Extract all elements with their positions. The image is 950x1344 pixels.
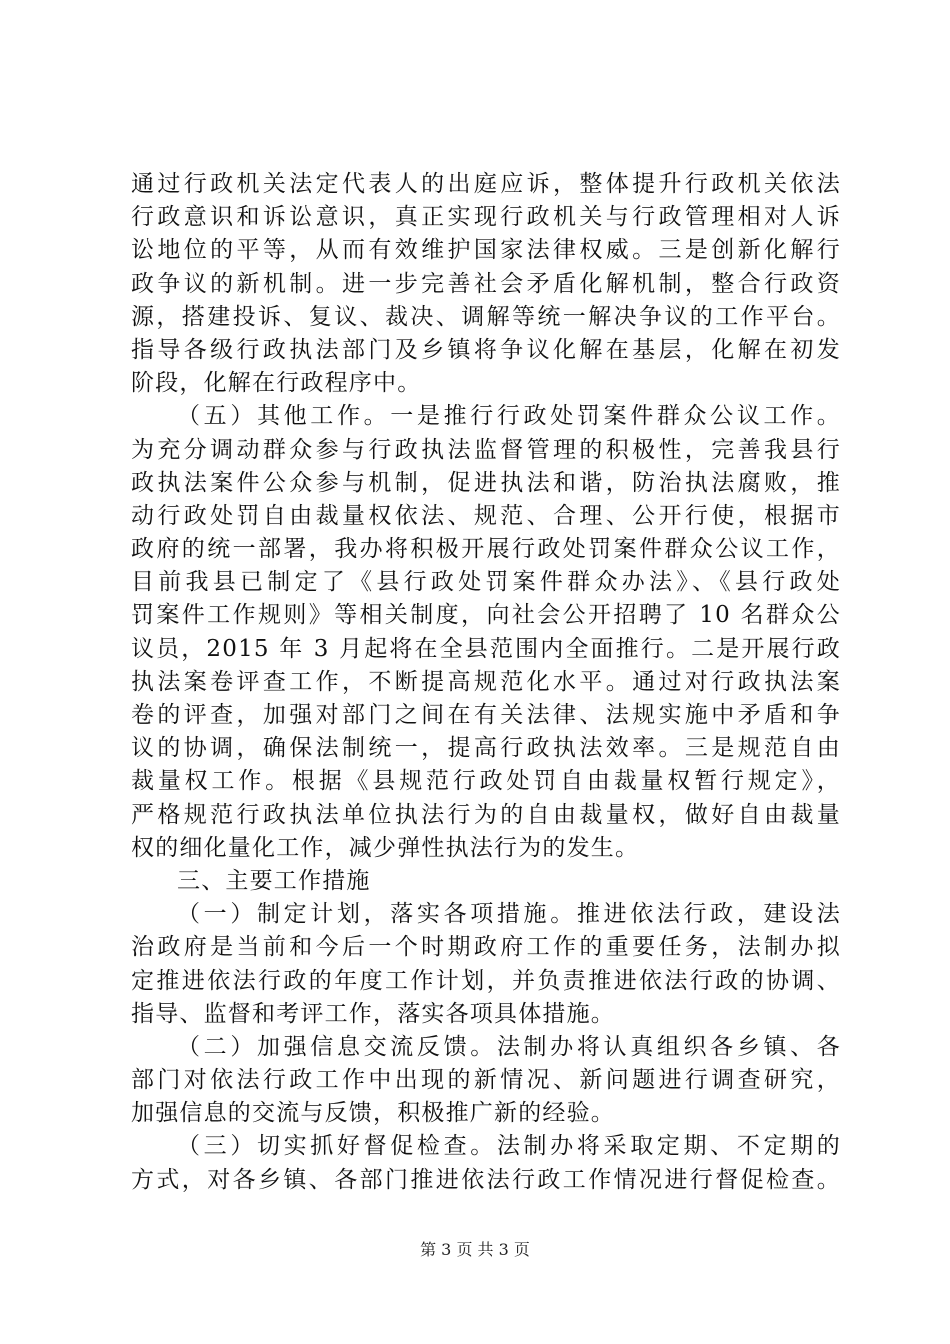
text-line: 治政府是当前和今后一个时期政府工作的重要任务，法制办拟	[131, 934, 841, 961]
text-line: 定推进依法行政的年度工作计划，并负责推进依法行政的协调、	[131, 967, 841, 994]
text-line: 权的细化量化工作，减少弹性执法行为的发生。	[131, 834, 640, 861]
text-line: 指导、监督和考评工作，落实各项具体措施。	[131, 1000, 615, 1027]
page-footer: 第 3 页 共 3 页	[420, 1240, 530, 1259]
text-line: 政争议的新机制。进一步完善社会矛盾化解机制，整合行政资	[131, 270, 841, 297]
text-line: （二）加强信息交流反馈。法制办将认真组织各乡镇、各	[177, 1033, 841, 1060]
text-line: （三）切实抓好督促检查。法制办将采取定期、不定期的	[177, 1133, 841, 1160]
text-line: 行政意识和诉讼意识，真正实现行政机关与行政管理相对人诉	[131, 204, 841, 231]
text-line: 卷的评查，加强对部门之间在有关法律、法规实施中矛盾和争	[131, 702, 841, 728]
text-line: 源，搭建投诉、复议、裁决、调解等统一解决争议的工作平台。	[131, 303, 841, 330]
text-line: 动行政处罚自由裁量权依法、规范、合理、公开行使，根据市	[131, 502, 841, 529]
text-line: 政府的统一部署，我办将积极开展行政处罚案件群众公议工作，	[131, 536, 841, 563]
text-line: 部门对依法行政工作中出现的新情况、新问题进行调查研究，	[131, 1067, 841, 1094]
text-line: 讼地位的平等，从而有效维护国家法律权威。三是创新化解行	[131, 237, 841, 264]
text-line: 严格规范行政执法单位执法行为的自由裁量权，做好自由裁量	[131, 801, 841, 828]
text-line: 阶段，化解在行政程序中。	[131, 370, 422, 397]
text-line: 裁量权工作。根据《县规范行政处罚自由裁量权暂行规定》，	[131, 768, 841, 795]
text-line: 加强信息的交流与反馈，积极推广新的经验。	[131, 1100, 615, 1127]
text-line: 目前我县已制定了《县行政处罚案件群众办法》、《县行政处	[131, 569, 841, 596]
text-line: 执法案卷评查工作，不断提高规范化水平。通过对行政执法案	[131, 668, 841, 695]
text-line: 罚案件工作规则》等相关制度，向社会公开招聘了 10 名群众公	[131, 602, 841, 629]
text-line: 为充分调动群众参与行政执法监督管理的积极性，完善我县行	[131, 436, 841, 463]
text-line: （一）制定计划，落实各项措施。推进依法行政，建设法	[177, 901, 841, 928]
text-line: 方式，对各乡镇、各部门推进依法行政工作情况进行督促检查。	[131, 1166, 841, 1193]
text-line: 政执法案件公众参与机制，促进执法和谐，防治执法腐败，推	[131, 469, 841, 496]
text-line: 指导各级行政执法部门及乡镇将争议化解在基层，化解在初发	[131, 336, 841, 363]
document-body	[131, 168, 841, 1197]
text-line: 通过行政机关法定代表人的出庭应诉，整体提升行政机关依法	[131, 171, 841, 197]
text-line: （五）其他工作。一是推行行政处罚案件群众公议工作。	[177, 403, 841, 430]
text-line: 议的协调，确保法制统一，提高行政执法效率。三是规范自由	[131, 735, 841, 762]
text-line: 议员，2015 年 3 月起将在全县范围内全面推行。二是开展行政	[131, 635, 841, 662]
text-line: 三、主要工作措施	[177, 867, 371, 894]
